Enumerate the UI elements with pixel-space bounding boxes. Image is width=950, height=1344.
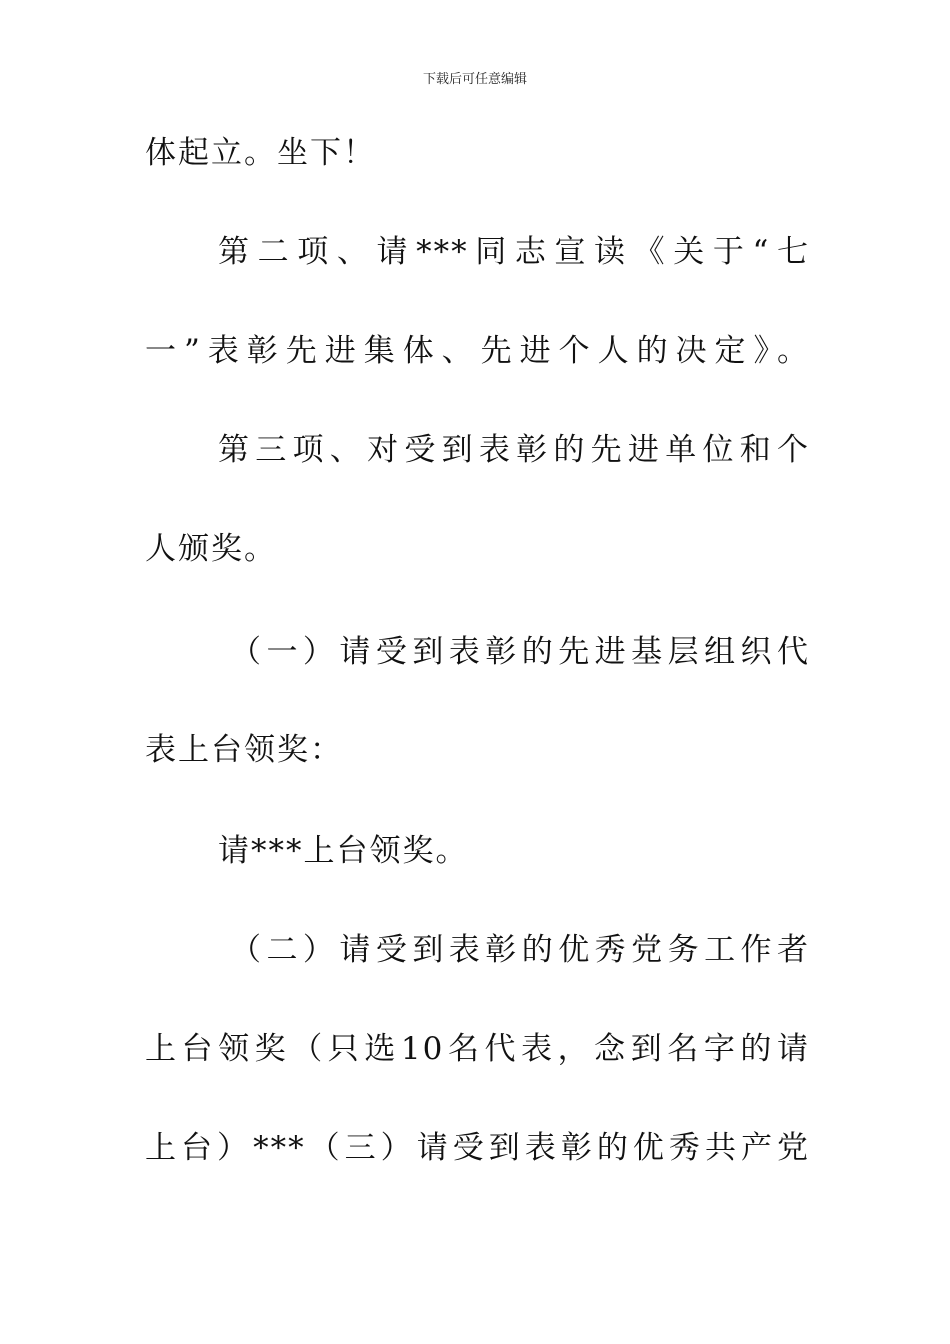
paragraph-line-1: 体起立。坐下！: [145, 135, 376, 171]
paragraph-line-11: 上台）***（三）请受到表彰的优秀共产党: [145, 1130, 810, 1166]
paragraph-line-2: 第二项、请***同志宣读《关于“七: [218, 234, 810, 270]
paragraph-line-6: （一）请受到表彰的先进基层组织代: [230, 634, 810, 670]
page-header-note: 下载后可任意编辑: [422, 72, 527, 87]
paragraph-line-7: 表上台领奖：: [145, 732, 343, 768]
paragraph-line-5: 人颁奖。: [145, 531, 277, 567]
paragraph-line-9: （二）请受到表彰的优秀党务工作者: [230, 932, 810, 968]
paragraph-line-8: 请***上台领奖。: [218, 833, 469, 869]
paragraph-line-4: 第三项、对受到表彰的先进单位和个: [218, 432, 810, 468]
paragraph-line-10: 上台领奖（只选10名代表，念到名字的请: [145, 1031, 810, 1067]
paragraph-line-3: 一”表彰先进集体、先进个人的决定》。: [145, 333, 810, 369]
